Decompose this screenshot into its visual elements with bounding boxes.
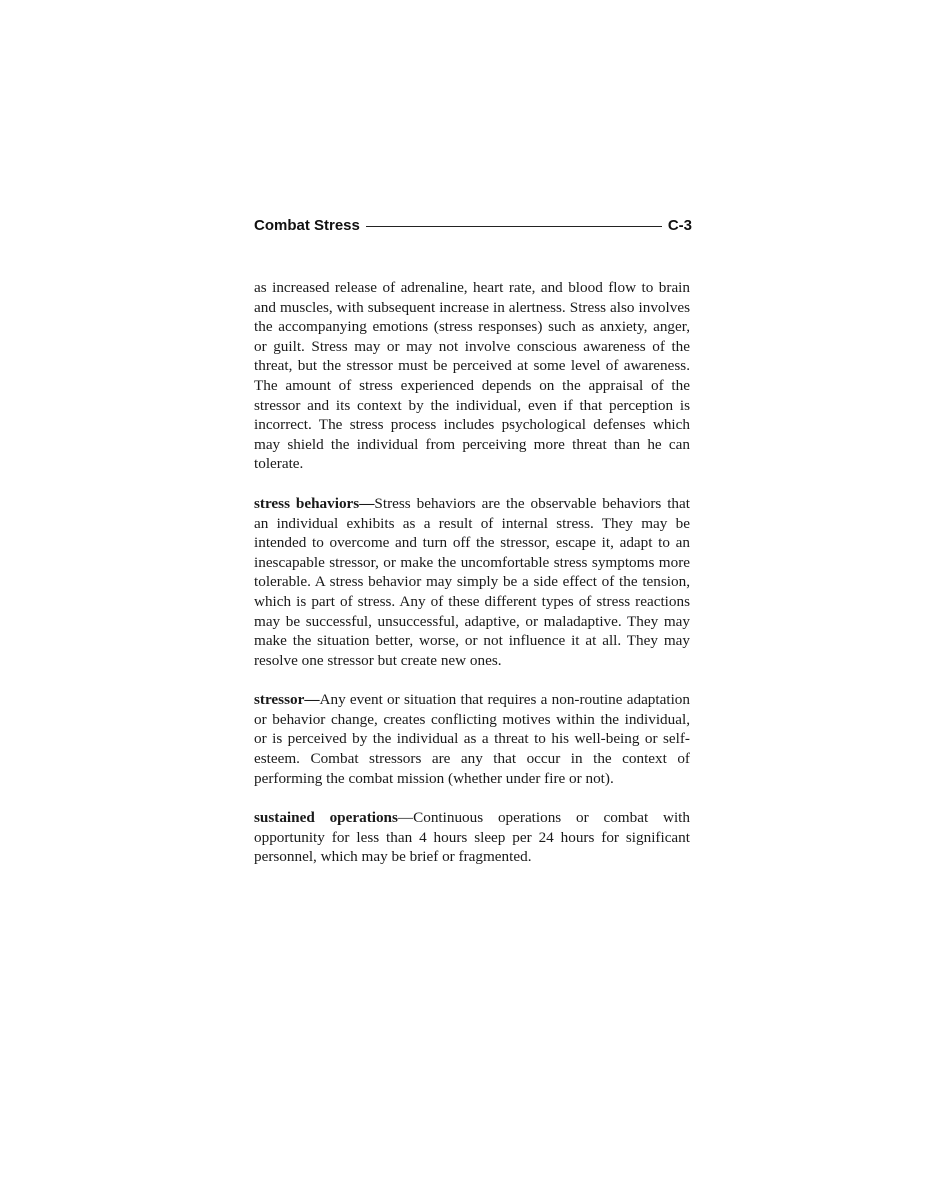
page-number: C-3 — [667, 217, 692, 234]
glossary-entry-stress-behaviors — [254, 494, 690, 670]
glossary-term: sustained operations — [254, 809, 398, 827]
glossary-dash: — — [397, 809, 414, 827]
running-header — [254, 217, 692, 234]
glossary-term: stressor— — [254, 691, 320, 709]
glossary-entry-sustained-operations — [254, 808, 690, 867]
header-title: Combat Stress — [254, 217, 360, 234]
header-rule — [366, 226, 662, 227]
paragraph-continuation — [254, 278, 690, 474]
glossary-definition: Stress behaviors are the observable behaviors that an individual exhibits as a result of internal stress. They may be intended to overcome and turn off the stressor, escape it, adapt to an inescapable stressor, or make the uncomfortable stress symptoms more tolerable. A stress behavior may simply be a side effect of the tension, which is part of stress. Any of these different types of stress reactions may be successful, unsuccessful, adaptive, or maladaptive. They may make the situation better, worse, or not influence it at all. They may resolve one stressor but create new ones. — [254, 494, 690, 669]
glossary-entry-stressor — [254, 690, 690, 788]
glossary-term: stress behaviors— — [254, 494, 375, 512]
glossary-definition: Any event or situation that requires a non-routine adaptation or behavior change, creates conflicting motives within the individual, or is perceived by the individual as a threat to his well-being or self-esteem. Combat stressors are any that occur in the context of performing the combat mission (whether under fire or not). — [254, 691, 690, 787]
glossary-definition: Continuous operations or combat with opportunity for less than 4 hours sleep per 24 hours for significant personnel, which may be brief or fragmented. — [254, 809, 690, 866]
glossary-body — [254, 278, 690, 887]
paragraph-text: as increased release of adrenaline, heart rate, and blood flow to brain and muscles, with subsequent increase in alertness. Stress also involves the accompanying emotions (stress responses) such as anxiety, anger, or guilt. Stress may or may not involve conscious awareness of the threat, but the stressor must be perceived at some level of awareness. The amount of stress experienced depends on the appraisal of the stressor and its context by the individual, even if that perception is incorrect. The stress process includes psychological defenses which may shield the individual from perceiving more threat than he can tolerate. — [254, 279, 690, 473]
